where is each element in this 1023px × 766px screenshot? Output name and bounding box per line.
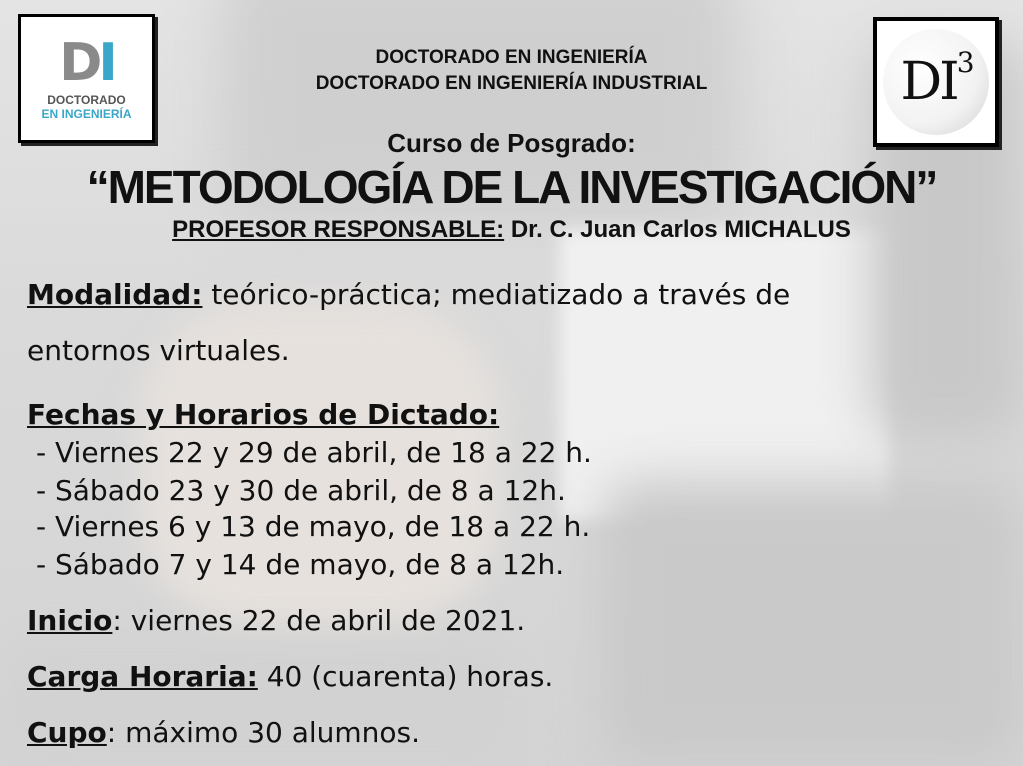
logo-line-1: DOCTORADO [47, 92, 126, 107]
logo-line-2: EN INGENIERÍA [41, 106, 132, 121]
fecha-item: - Sábado 7 y 14 de mayo, de 8 a 12h. [36, 548, 565, 581]
course-kind: Curso de Posgrado: [387, 128, 636, 158]
cupo-label: Cupo [27, 716, 107, 749]
di3-logo-mark: $DI^3$ [900, 46, 972, 112]
modalidad-text: teórico-práctica; mediatizado a través de [202, 278, 791, 311]
inicio-line [27, 604, 525, 637]
professor-line [0, 216, 1023, 244]
header-line-1: DOCTORADO EN INGENIERÍA [375, 47, 648, 68]
fechas-heading [27, 398, 499, 431]
cupo-line [27, 716, 420, 749]
modalidad-line-2: entornos virtuales. [27, 334, 290, 367]
inicio-label: Inicio [27, 604, 113, 637]
carga-text: 40 (cuarenta) horas. [257, 660, 554, 693]
course-title: “METODOLOGÍA DE LA INVESTIGACIÓN” [86, 161, 937, 213]
carga-label: Carga Horaria: [27, 660, 258, 693]
carga-line [27, 660, 553, 693]
inicio-text: : viernes 22 de abril de 2021. [112, 604, 526, 637]
professor-label: PROFESOR RESPONSABLE: [172, 216, 505, 243]
professor-name: Dr. C. Juan Carlos MICHALUS [504, 216, 851, 243]
cupo-text: : máximo 30 alumnos. [106, 716, 421, 749]
fecha-item: - Viernes 6 y 13 de mayo, de 18 a 22 h. [36, 510, 591, 543]
fecha-item: - Sábado 23 y 30 de abril, de 8 a 12h. [36, 474, 566, 507]
di-logo-mark: DI [59, 32, 114, 93]
modalidad-line [27, 278, 790, 311]
header-line-2: DOCTORADO EN INGENIERÍA INDUSTRIAL [315, 73, 708, 94]
fecha-item: - Viernes 22 y 29 de abril, de 18 a 22 h. [36, 436, 592, 469]
modalidad-label: Modalidad: [27, 278, 203, 311]
fechas-label: Fechas y Horarios de Dictado: [27, 398, 500, 431]
